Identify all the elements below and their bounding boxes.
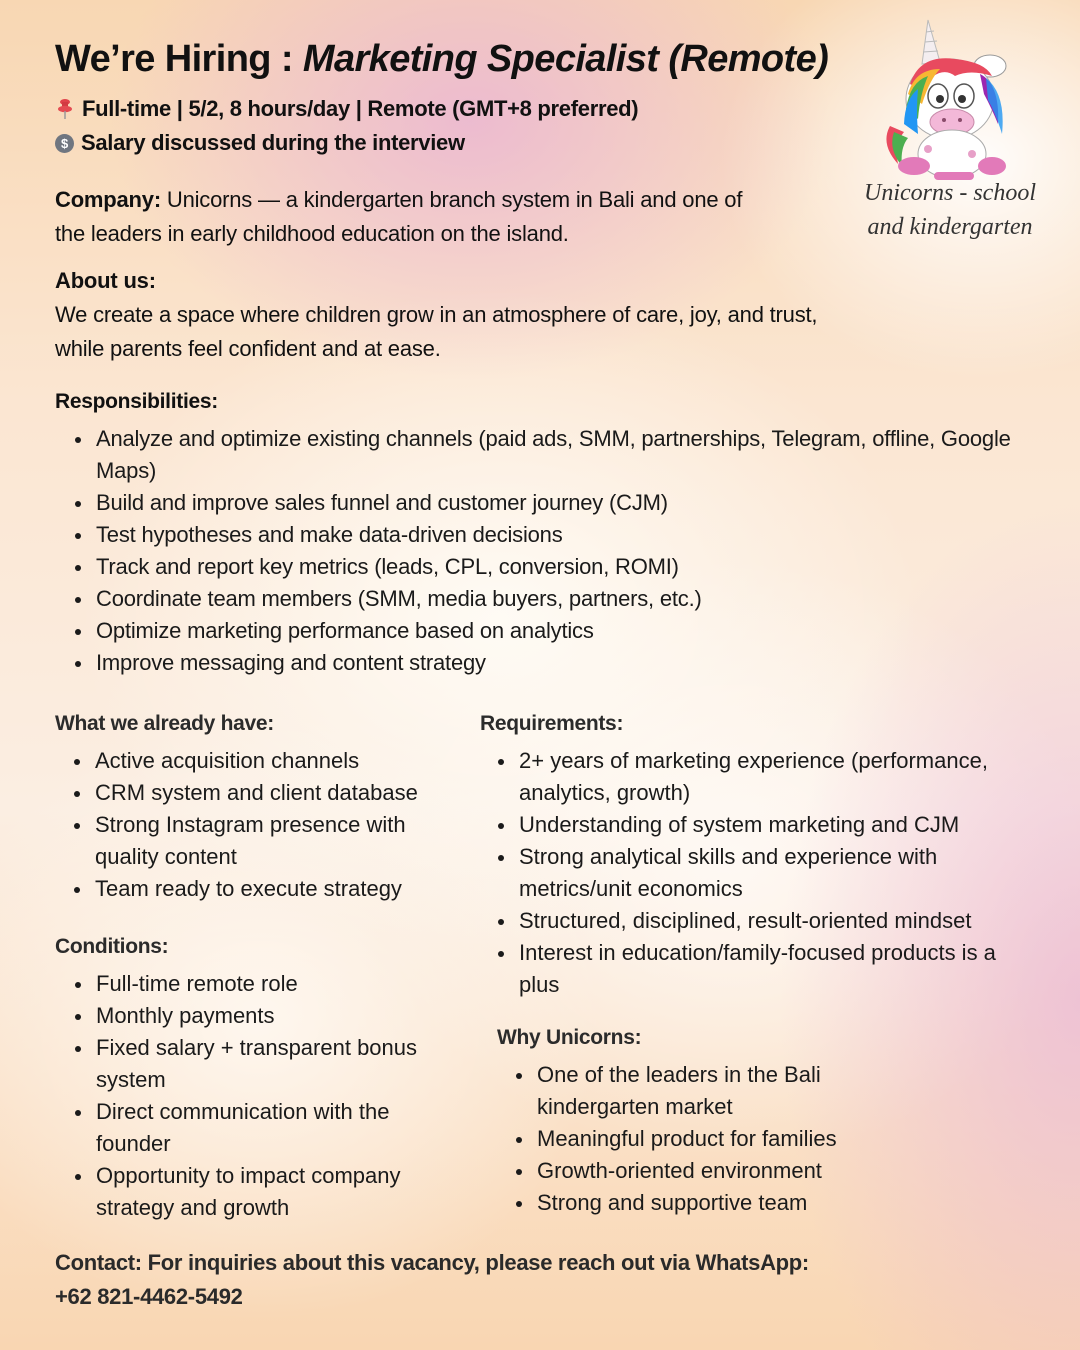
company-label: Company: — [55, 187, 161, 212]
responsibilities-list — [55, 423, 1025, 679]
job-meta-schedule — [55, 96, 638, 122]
list-item: Meaningful product for families — [496, 1123, 896, 1155]
list-item: Improve messaging and content strategy — [55, 647, 1025, 679]
about-text: We create a space where children grow in an atmosphere of care, joy, and trust, while parents feel confident and at ease. — [55, 302, 818, 361]
title-prefix: We’re Hiring : — [55, 38, 303, 80]
title-role: Marketing Specialist — [302, 38, 659, 80]
list-item: Monthly payments — [55, 1000, 455, 1032]
list-item: Growth-oriented environment — [496, 1155, 896, 1187]
conditions-list — [55, 968, 455, 1224]
list-item: Team ready to execute strategy — [54, 873, 454, 905]
list-item: Fixed salary + transparent bonus system — [55, 1032, 455, 1096]
job-meta-salary — [55, 130, 465, 156]
list-item: Track and report key metrics (leads, CPL, conversion, ROMI) — [55, 551, 1025, 583]
list-item: Strong analytical skills and experience with metrics/unit economics — [478, 841, 1038, 905]
logo-text — [850, 176, 1050, 244]
conditions-heading: Conditions: — [55, 935, 169, 958]
list-item: One of the leaders in the Bali kindergarten market — [496, 1059, 896, 1123]
title-suffix: (Remote) — [658, 38, 829, 80]
list-item: Strong and supportive team — [496, 1187, 896, 1219]
dollar-icon: $ — [55, 134, 74, 153]
list-item: 2+ years of marketing experience (performance, analytics, growth) — [478, 745, 1038, 809]
requirements-heading: Requirements: — [480, 712, 624, 735]
why-unicorns-list — [496, 1059, 896, 1219]
list-item: Coordinate team members (SMM, media buyers, partners, etc.) — [55, 583, 1025, 615]
list-item: Direct communication with the founder — [55, 1096, 455, 1160]
requirements-list — [478, 745, 1038, 1001]
already-have-heading: What we already have: — [55, 712, 274, 735]
about-heading: About us: — [55, 268, 156, 293]
list-item: CRM system and client database — [54, 777, 454, 809]
page-title — [55, 38, 828, 81]
company-text: Unicorns — a kindergarten branch system in Bali and one of the leaders in early childhood education on the island. — [55, 187, 743, 246]
list-item: Test hypotheses and make data-driven decisions — [55, 519, 1025, 551]
list-item: Build and improve sales funnel and customer journey (CJM) — [55, 487, 1025, 519]
list-item: Full-time remote role — [55, 968, 455, 1000]
meta-salary-text: Salary discussed during the interview — [81, 130, 465, 155]
list-item: Structured, disciplined, result-oriented mindset — [478, 905, 1038, 937]
list-item: Strong Instagram presence with quality content — [54, 809, 454, 873]
list-item: Analyze and optimize existing channels (paid ads, SMM, partnerships, Telegram, offline, Google Maps) — [55, 423, 1025, 487]
pushpin-icon — [55, 98, 75, 120]
responsibilities-heading: Responsibilities: — [55, 390, 218, 413]
company-description — [55, 183, 775, 251]
list-item: Active acquisition channels — [54, 745, 454, 777]
list-item: Opportunity to impact company strategy and growth — [55, 1160, 455, 1224]
why-unicorns-heading: Why Unicorns: — [497, 1026, 642, 1049]
list-item: Optimize marketing performance based on analytics — [55, 615, 1025, 647]
logo-text-line-1: Unicorns - school — [864, 180, 1036, 206]
list-item: Interest in education/family-focused products is a plus — [478, 937, 1038, 1001]
already-have-list — [54, 745, 454, 905]
logo-text-line-2: and kindergarten — [867, 214, 1033, 240]
meta-schedule-text: Full-time | 5/2, 8 hours/day | Remote (GMT+8 preferred) — [82, 96, 639, 121]
contact-info: Contact: For inquiries about this vacancy, please reach out via WhatsApp: +62 821-4462-5492 — [55, 1250, 809, 1309]
list-item: Understanding of system marketing and CJM — [478, 809, 1038, 841]
